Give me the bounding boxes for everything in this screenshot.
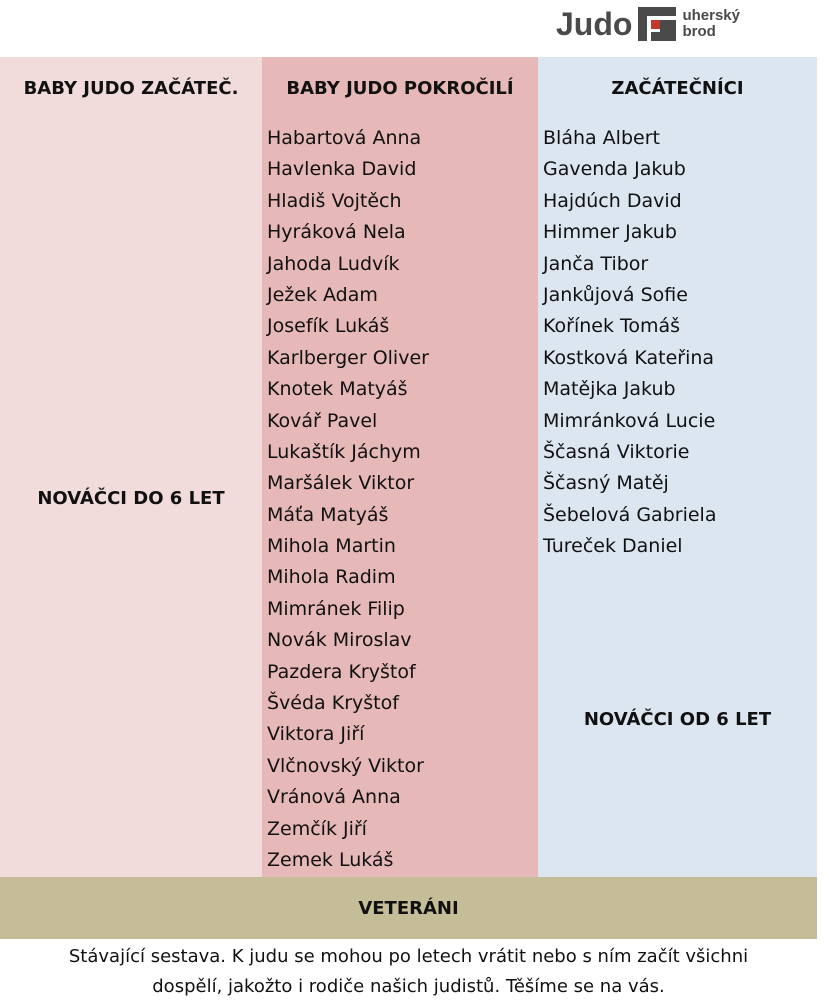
member-name: Hyráková Nela xyxy=(267,221,406,244)
member-name: Ščasný Matěj xyxy=(543,472,669,495)
member-name: Gavenda Jakub xyxy=(543,158,686,181)
member-name: Mihola Radim xyxy=(267,566,396,589)
member-name: Mihola Martin xyxy=(267,535,396,558)
veterani-bar xyxy=(0,877,817,939)
club-logo xyxy=(556,4,740,44)
member-list xyxy=(543,125,716,564)
group-label-novacci-od-6-let: NOVÁČCI OD 6 LET xyxy=(583,709,772,730)
member-name: Pazdera Kryštof xyxy=(267,660,416,683)
member-name: Kořínek Tomáš xyxy=(543,315,681,338)
member-name: Šebelová Gabriela xyxy=(543,503,717,526)
member-name: Vránová Anna xyxy=(267,786,401,809)
member-name: Lukaštík Jáchym xyxy=(267,440,421,463)
logo-city-line2: brod xyxy=(682,23,716,40)
member-name: Maršálek Viktor xyxy=(267,472,415,495)
column-baby-judo-zacatecnici xyxy=(0,57,262,877)
member-name: Himmer Jakub xyxy=(543,221,677,244)
group-label-novacci-do-6-let: NOVÁČCI DO 6 LET xyxy=(37,488,225,509)
member-list xyxy=(267,125,429,878)
logo-word: Judo xyxy=(556,6,633,42)
footer-note xyxy=(0,942,817,1002)
member-name: Ježek Adam xyxy=(267,283,378,306)
member-name: Tureček Daniel xyxy=(543,535,683,558)
column-baby-judo-pokrocili xyxy=(262,57,538,877)
veterani-label: VETERÁNI xyxy=(358,897,459,919)
member-name: Kostková Kateřina xyxy=(543,346,715,369)
logo-city-line1: uherský xyxy=(682,7,740,24)
member-name: Matějka Jakub xyxy=(543,378,676,401)
member-name: Hajdúch David xyxy=(543,189,682,212)
member-name: Zemčík Jiří xyxy=(267,817,367,840)
footer-line: dospělí, jakožto i rodiče našich judistů. Těšíme se na vás. xyxy=(152,976,665,997)
member-name: Zemek Lukáš xyxy=(267,848,394,871)
member-name: Jankůjová Sofie xyxy=(543,283,688,306)
footer-line: Stávající sestava. K judu se mohou po letech vrátit nebo s ním začít všichni xyxy=(68,946,749,967)
member-name: Karlberger Oliver xyxy=(267,346,429,369)
member-name: Jahoda Ludvík xyxy=(267,252,400,275)
column-header: BABY JUDO POKROČILÍ xyxy=(286,78,514,99)
member-name: Janča Tibor xyxy=(543,252,649,275)
column-header: ZAČÁTEČNÍCI xyxy=(611,78,744,99)
member-name: Josefík Lukáš xyxy=(267,315,390,338)
logo-city xyxy=(682,8,740,40)
member-name: Švéda Kryštof xyxy=(267,692,399,715)
member-name: Ščasná Viktorie xyxy=(543,440,690,463)
column-header: BABY JUDO ZAČÁTEČ. xyxy=(23,78,239,99)
member-name: Novák Miroslav xyxy=(267,629,412,652)
member-name: Mimránková Lucie xyxy=(543,409,716,432)
member-name: Knotek Matyáš xyxy=(267,378,408,401)
member-name: Máťa Matyáš xyxy=(267,503,389,526)
column-zacatecnici xyxy=(538,57,817,877)
member-name: Vlčnovský Viktor xyxy=(267,754,424,777)
member-name: Viktora Jiří xyxy=(267,723,365,746)
judo-logo-mark-icon xyxy=(638,7,676,41)
member-name: Kovář Pavel xyxy=(267,409,378,432)
member-name: Bláha Albert xyxy=(543,127,660,149)
member-name: Hladiš Vojtěch xyxy=(267,189,402,212)
member-name: Habartová Anna xyxy=(267,127,422,149)
member-name: Mimránek Filip xyxy=(267,597,405,620)
member-name: Havlenka David xyxy=(267,158,417,181)
